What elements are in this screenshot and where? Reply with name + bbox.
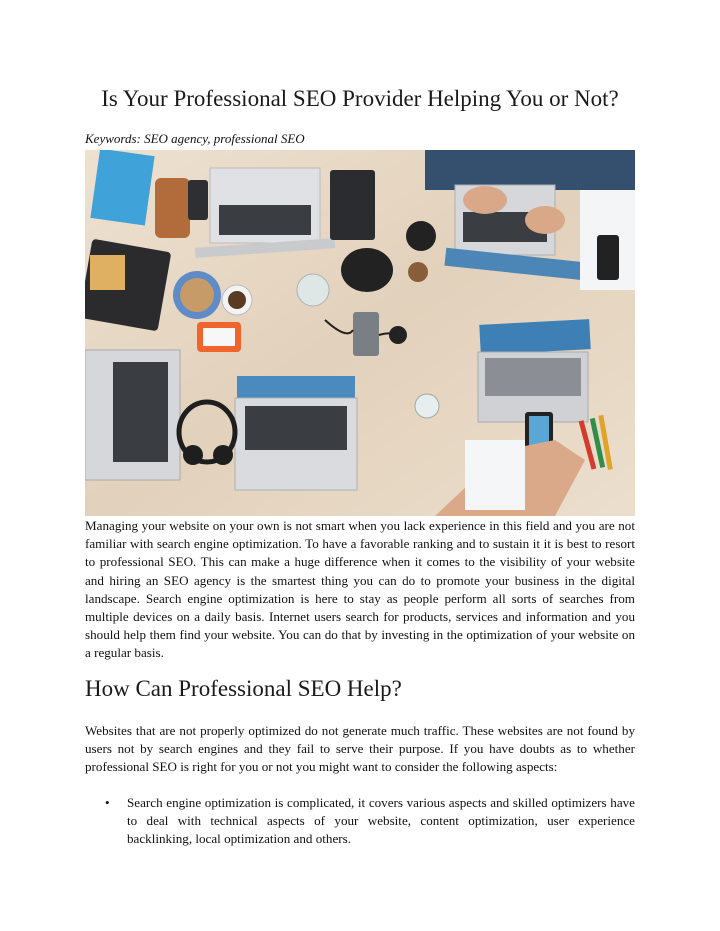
bullet-text: Search engine optimization is complicated, it covers various aspects and skilled optimizers have to deal with technical aspects of your website, content optimization, user experience backlinking, local optimization and others. xyxy=(127,795,635,847)
keywords-line: Keywords: SEO agency, professional SEO xyxy=(85,131,305,146)
team-laptops-photo xyxy=(85,150,635,516)
bullet-icon: • xyxy=(105,795,110,810)
page-title: Is Your Professional SEO Provider Helping You or Not? xyxy=(101,86,619,111)
section-paragraph: Websites that are not properly optimized do not generate much traffic. These websites are not found by users not by search engines and they fail to serve their purpose. If you have doubts as to whether professional SEO is right for you or not you might want to consider the following aspects: xyxy=(85,723,635,775)
bullet-list xyxy=(85,794,635,849)
list-item xyxy=(85,794,635,849)
section-heading: How Can Professional SEO Help? xyxy=(85,676,402,701)
intro-paragraph: Managing your website on your own is not smart when you lack experience in this field and you are not familiar with search engine optimization. To have a favorable ranking and to sustain it it is best to resort to professional SEO. This can make a huge difference when it comes to the visibility of your website and hiring an SEO agency is the smartest thing you can do to promote your business in the digital landscape. Search engine optimization is here to stay as people perform all sorts of searches from multiple devices on a daily basis. Internet users search for products, services and information and you should help them find your website. You can do that by investing in the optimization of your website on a regular basis. xyxy=(85,518,635,661)
